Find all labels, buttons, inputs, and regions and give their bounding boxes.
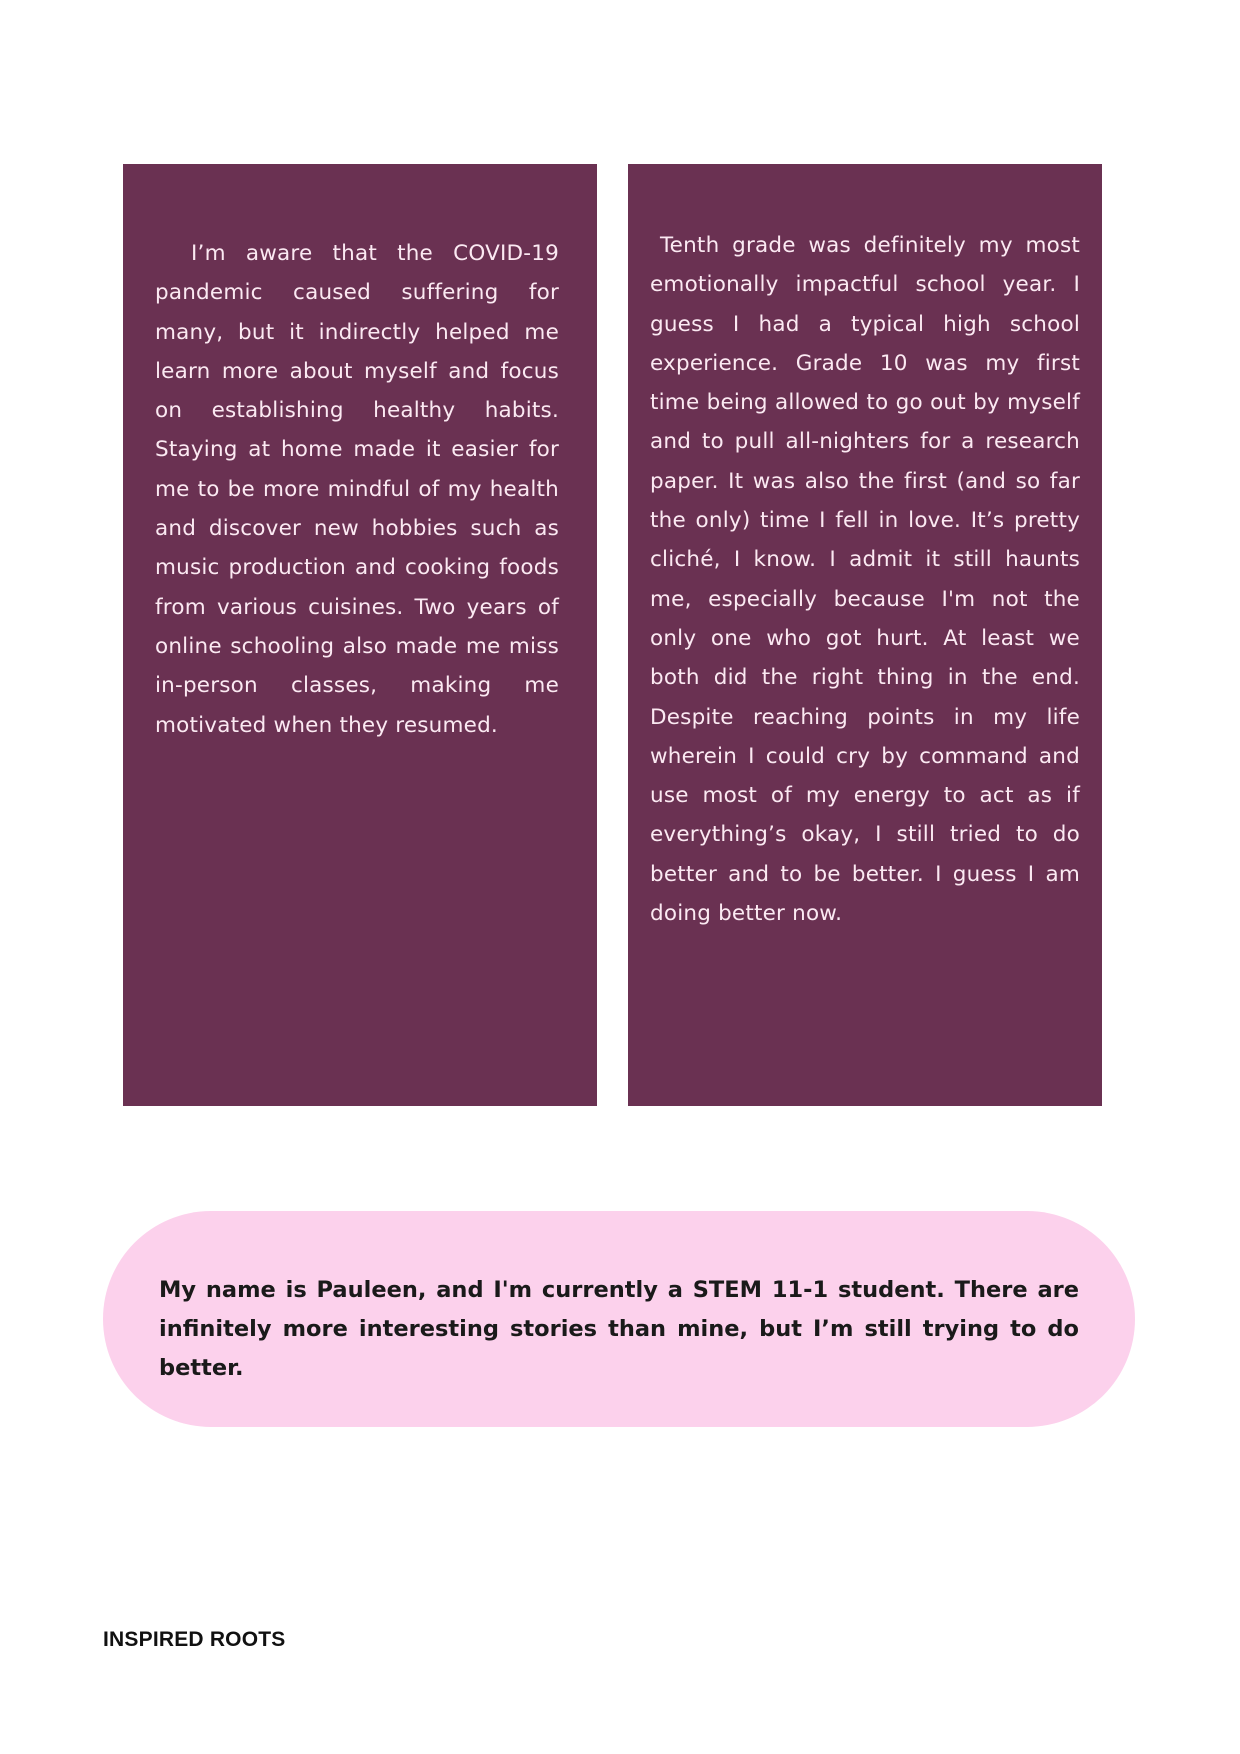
right-text-panel bbox=[628, 164, 1102, 1106]
author-bio-pill bbox=[103, 1211, 1135, 1427]
tenth-grade-paragraph: Tenth grade was definitely my most emotionally impactful school year. I guess I had a typical high school experience. Grade 10 was my first time being allowed to go out by myself and to pull all-nighters for a research paper. It was also the first (and so far the only) time I fell in love. It’s pretty cliché, I know. I admit it still haunts me, especially because I'm not the only one who got hurt. At least we both did the right thing in the end. Despite reaching points in my life wherein I could cry by command and use most of my energy to act as if everything’s okay, I still tried to do better and to be better. I guess I am doing better now. bbox=[650, 233, 1080, 927]
publication-footer-label: INSPIRED ROOTS bbox=[103, 1628, 286, 1651]
left-text-panel bbox=[123, 164, 597, 1106]
covid-reflection-paragraph: I’m aware that the COVID-19 pandemic caused suffering for many, but it indirectly helped me learn more about myself and focus on establishing healthy habits. Staying at home made it easier for me to be more mindful of my health and discover new hobbies such as music production and cooking foods from various cuisines. Two years of online schooling also made me miss in-person classes, making me motivated when they resumed. bbox=[155, 241, 559, 738]
author-bio-text: My name is Pauleen, and I'm currently a STEM 11-1 student. There are infinitely more interesting stories than mine, but I’m still trying to do better. bbox=[159, 1277, 1079, 1381]
